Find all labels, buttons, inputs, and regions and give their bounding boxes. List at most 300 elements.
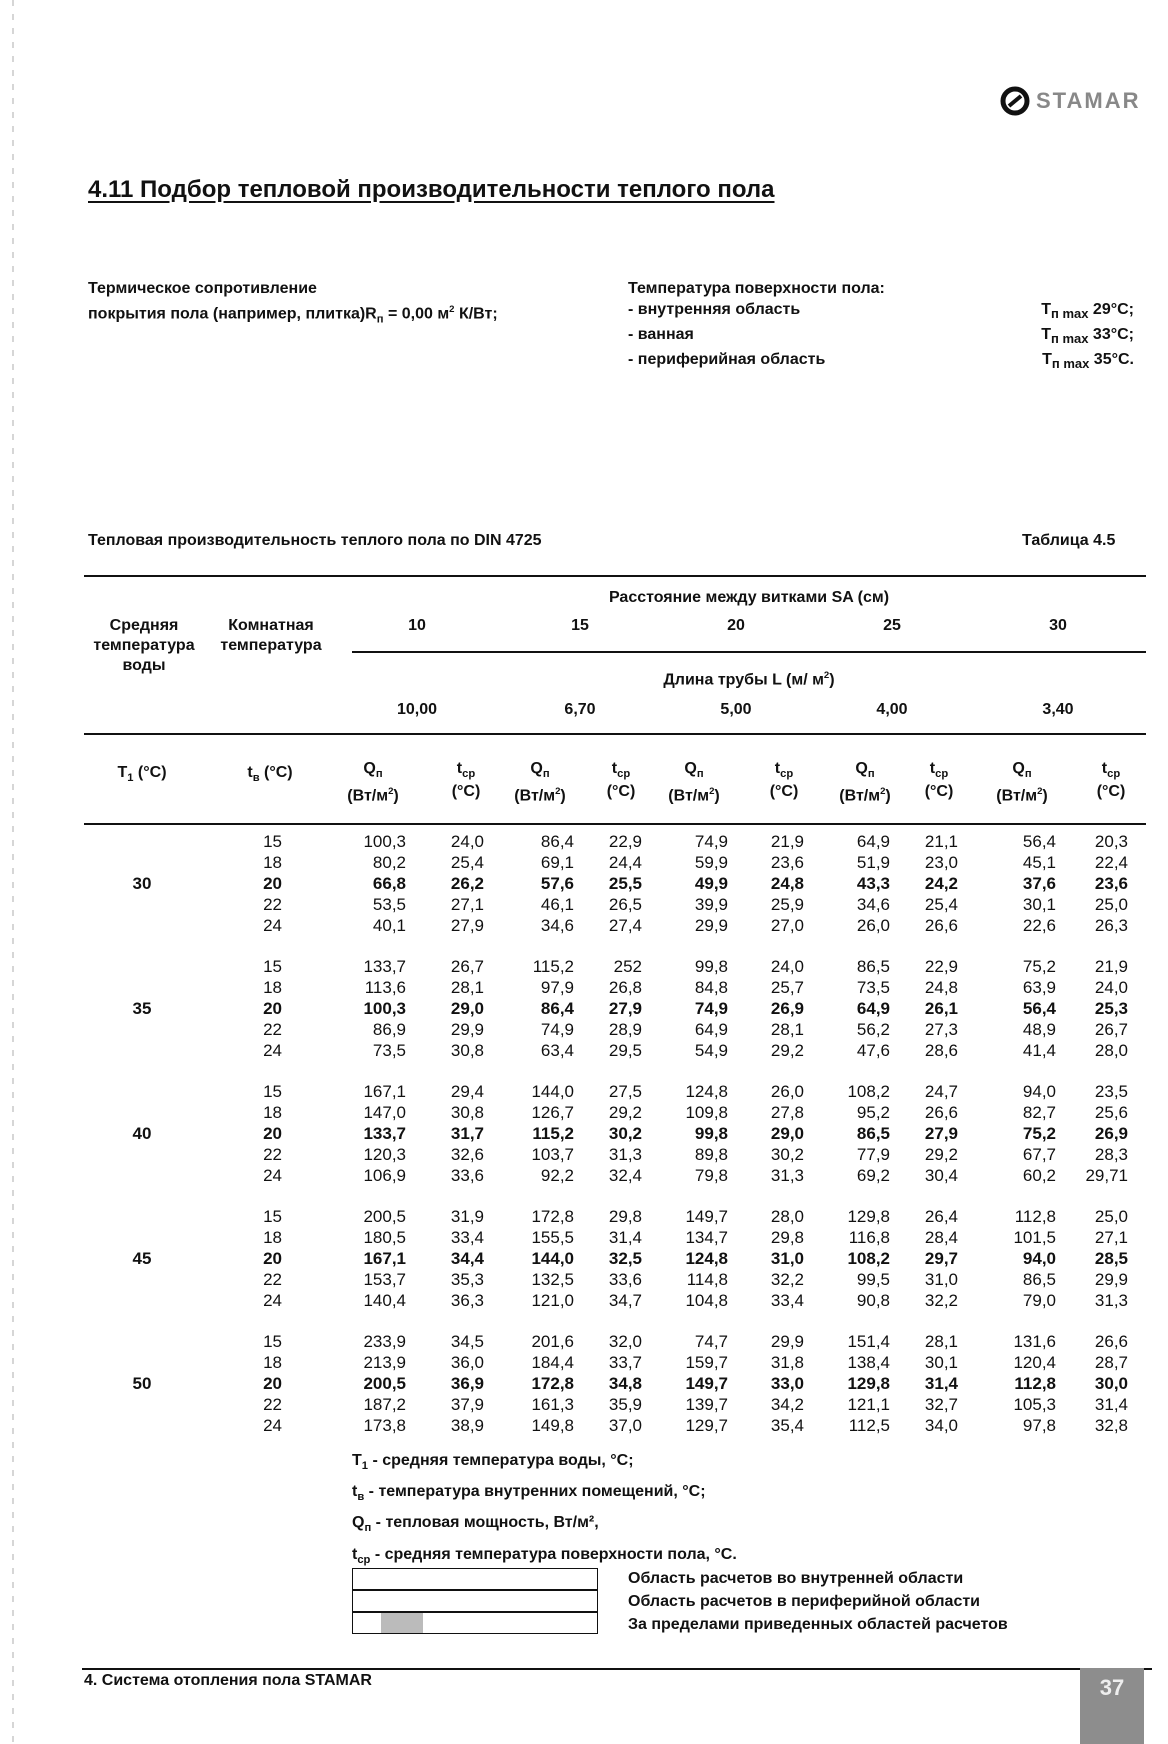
t-cell: 30,8 xyxy=(450,1103,484,1122)
t-cell: 26,3 xyxy=(1094,916,1128,935)
q-cell: 74,9 xyxy=(694,999,728,1018)
table-top-rule xyxy=(84,575,1146,577)
t-cell: 29,4 xyxy=(450,1082,484,1101)
t-cell: 27,9 xyxy=(608,999,642,1018)
t-cell: 27,8 xyxy=(770,1103,804,1122)
t-cell: 28,1 xyxy=(924,1332,958,1351)
legend-label-outside: За пределами приведенных областей расчетов xyxy=(628,1616,1008,1633)
q-sup: 2 xyxy=(555,786,561,798)
t-cell: 28,1 xyxy=(450,978,484,997)
q-header-symbol xyxy=(495,760,585,783)
t-cell: 26,6 xyxy=(1094,1332,1128,1351)
t-cell: 28,9 xyxy=(608,1020,642,1039)
t-cell: 31,4 xyxy=(1094,1395,1128,1414)
zone-label: - периферийная область xyxy=(628,351,826,369)
footer-rule xyxy=(82,1668,1152,1670)
q-cell: 45,1 xyxy=(1022,853,1056,872)
t-cell: 29,5 xyxy=(608,1041,642,1060)
col1-line-2: температура xyxy=(93,637,195,654)
table-row xyxy=(0,957,1168,978)
q-cell: 126,7 xyxy=(531,1103,574,1122)
t-cell: 24,0 xyxy=(770,957,804,976)
page-number: 37 xyxy=(1080,1668,1144,1744)
t1-column-header xyxy=(100,764,184,787)
q-sub: п xyxy=(867,768,875,781)
q-cell: 147,0 xyxy=(363,1103,406,1122)
zone-t-value: 35°С. xyxy=(1089,351,1134,369)
q-cell: 144,0 xyxy=(531,1082,574,1101)
room-temp-cell: 20 xyxy=(263,874,282,893)
col1-line-1: Средняя xyxy=(109,617,179,634)
t-cell: 31,9 xyxy=(450,1207,484,1226)
q-cell: 89,8 xyxy=(694,1145,728,1164)
t-cell: 27,1 xyxy=(1094,1228,1128,1247)
room-temp-cell: 24 xyxy=(263,916,282,935)
q-symbol: Q xyxy=(684,760,697,777)
t-cell: 36,0 xyxy=(450,1353,484,1372)
zone-temperature xyxy=(1041,299,1134,324)
q-header-4 xyxy=(977,760,1067,806)
t-cell: 32,2 xyxy=(770,1270,804,1289)
t-header-0 xyxy=(436,760,496,801)
table-row xyxy=(0,1103,1168,1124)
t-header-4 xyxy=(1081,760,1141,801)
t-cell: 27,3 xyxy=(924,1020,958,1039)
q-cell: 153,7 xyxy=(363,1270,406,1289)
t-cell: 35,9 xyxy=(608,1395,642,1414)
q-cell: 116,8 xyxy=(848,1228,890,1247)
room-temp-cell: 15 xyxy=(263,1332,282,1351)
t-cell: 29,9 xyxy=(1094,1270,1128,1289)
resistance-line-1: Термическое сопротивление xyxy=(88,280,317,297)
notes xyxy=(352,1448,737,1573)
q-unit: (Вт/м xyxy=(514,787,556,805)
q-cell: 59,9 xyxy=(694,853,728,872)
q-cell: 74,7 xyxy=(694,1332,728,1351)
q-cell: 56,2 xyxy=(856,1020,890,1039)
col-header-room-temp xyxy=(206,616,336,656)
t-cell: 37,9 xyxy=(450,1395,484,1414)
q-sup: 2 xyxy=(388,786,394,798)
zone-temperature xyxy=(1042,349,1134,374)
t-cell: 34,4 xyxy=(450,1249,484,1268)
t-cell: 27,4 xyxy=(608,916,642,935)
spacing-25: 25 xyxy=(883,617,901,634)
q-header-3 xyxy=(820,760,910,806)
q-cell: 121,0 xyxy=(531,1291,574,1310)
q-cell: 37,6 xyxy=(1022,874,1056,893)
q-cell: 73,5 xyxy=(856,978,890,997)
q-cell: 69,1 xyxy=(540,853,574,872)
q-symbol: Q xyxy=(530,760,543,777)
surface-temperature-info xyxy=(628,278,1134,375)
t-cell: 29,8 xyxy=(770,1228,804,1247)
q-cell: 167,1 xyxy=(363,1082,406,1101)
table-row xyxy=(0,1166,1168,1187)
q-end: ) xyxy=(393,787,399,805)
t-cell: 26,9 xyxy=(1094,1124,1128,1143)
q-sub: п xyxy=(1024,768,1032,781)
q-cell: 60,2 xyxy=(1022,1166,1056,1185)
q-cell: 40,1 xyxy=(372,916,406,935)
t-cell: 37,0 xyxy=(608,1416,642,1435)
t-cell: 26,0 xyxy=(770,1082,804,1101)
q-cell: 112,5 xyxy=(848,1416,890,1435)
table-row xyxy=(0,874,1168,895)
q-cell: 108,2 xyxy=(847,1249,890,1268)
q-sup: 2 xyxy=(880,786,886,798)
water-temp-35: 35 xyxy=(132,999,152,1018)
t-cell: 29,2 xyxy=(924,1145,958,1164)
t-cell: 29,0 xyxy=(450,999,484,1018)
q-header-symbol xyxy=(649,760,739,783)
t-sub: ср xyxy=(935,768,949,781)
t-cell: 28,5 xyxy=(1094,1249,1128,1268)
q-header-unit xyxy=(820,783,910,805)
t-cell: 26,5 xyxy=(608,895,642,914)
t-cell: 24,2 xyxy=(924,874,958,893)
q-header-2 xyxy=(649,760,739,806)
legend-label-peripheral: Область расчетов в периферийной области xyxy=(628,1593,981,1610)
t-cell: 28,0 xyxy=(1094,1041,1128,1060)
q-cell: 151,4 xyxy=(847,1332,890,1351)
table-row xyxy=(0,1041,1168,1062)
t-cell: 36,3 xyxy=(450,1291,484,1310)
q-cell: 69,2 xyxy=(856,1166,890,1185)
q-sup: 2 xyxy=(709,786,715,798)
legend-box-peripheral xyxy=(352,1590,598,1612)
q-cell: 101,5 xyxy=(1013,1228,1056,1247)
zone-t-sub: п max xyxy=(1051,356,1090,372)
q-cell: 41,4 xyxy=(1022,1041,1056,1060)
t-cell: 26,9 xyxy=(770,999,804,1018)
t-cell: 38,9 xyxy=(450,1416,484,1435)
room-temp-cell: 20 xyxy=(263,1124,282,1143)
room-temp-cell: 24 xyxy=(263,1041,282,1060)
q-cell: 39,9 xyxy=(694,895,728,914)
t-cell: 31,4 xyxy=(608,1228,642,1247)
q-header-unit xyxy=(495,783,585,805)
t-cell: 25,0 xyxy=(1094,1207,1128,1226)
q-symbol: Q xyxy=(363,760,376,777)
t-cell: 25,0 xyxy=(1094,895,1128,914)
q-cell: 144,0 xyxy=(531,1249,574,1268)
q-cell: 74,9 xyxy=(694,832,728,851)
t-cell: 21,9 xyxy=(770,832,804,851)
q-cell: 115,2 xyxy=(532,957,574,976)
t-symbol: t xyxy=(611,760,618,777)
q-cell: 77,9 xyxy=(856,1145,890,1164)
table-number: Таблица 4.5 xyxy=(1022,532,1116,549)
tb-sub: в xyxy=(252,772,260,785)
t-cell: 32,6 xyxy=(450,1145,484,1164)
note-sub: п xyxy=(364,1522,372,1535)
t-cell: 31,8 xyxy=(770,1353,804,1372)
t-cell: 23,6 xyxy=(1094,874,1128,893)
t-cell: 22,9 xyxy=(924,957,958,976)
q-cell: 180,5 xyxy=(363,1228,406,1247)
t-cell: 28,1 xyxy=(770,1020,804,1039)
q-cell: 48,9 xyxy=(1022,1020,1056,1039)
brand-logo xyxy=(1000,86,1140,116)
table-row xyxy=(0,1416,1168,1437)
q-header-1 xyxy=(495,760,585,806)
q-cell: 86,5 xyxy=(856,957,890,976)
table-row xyxy=(0,1228,1168,1249)
water-temp-40: 40 xyxy=(132,1124,152,1143)
q-header-unit xyxy=(328,783,418,805)
t-cell: 32,0 xyxy=(608,1332,642,1351)
q-cell: 66,8 xyxy=(372,874,406,893)
q-cell: 120,4 xyxy=(1013,1353,1056,1372)
t-cell: 22,4 xyxy=(1094,853,1128,872)
t-cell: 24,7 xyxy=(924,1082,958,1101)
q-cell: 132,5 xyxy=(531,1270,574,1289)
t-cell: 26,6 xyxy=(924,1103,958,1122)
t-cell: 26,7 xyxy=(1094,1020,1128,1039)
q-cell: 86,4 xyxy=(540,999,574,1018)
q-cell: 139,7 xyxy=(685,1395,728,1414)
t-cell: 24,4 xyxy=(608,853,642,872)
room-temp-cell: 20 xyxy=(263,1249,282,1268)
t-cell: 26,6 xyxy=(924,916,958,935)
t-cell: 27,9 xyxy=(450,916,484,935)
q-sub: п xyxy=(696,768,704,781)
zone-label: - внутренняя область xyxy=(628,301,801,318)
room-temp-cell: 15 xyxy=(263,1082,282,1101)
q-cell: 22,6 xyxy=(1022,916,1056,935)
note-text: - температура внутренних помещений, °С; xyxy=(364,1483,706,1501)
q-cell: 26,0 xyxy=(856,916,890,935)
q-sup: 2 xyxy=(1037,786,1043,798)
table-row xyxy=(0,999,1168,1020)
t-cell: 30,0 xyxy=(1094,1374,1128,1393)
t-cell: 31,7 xyxy=(450,1124,484,1143)
resistance-unit: К/Вт; xyxy=(454,305,498,323)
table-row xyxy=(0,1291,1168,1312)
q-cell: 57,6 xyxy=(540,874,574,893)
spacing-title: Расстояние между витками SA (см) xyxy=(608,589,890,606)
zone-t-symbol: Т xyxy=(1041,301,1051,318)
q-unit: (Вт/м xyxy=(668,787,710,805)
t-header-symbol xyxy=(909,760,969,783)
q-cell: 99,5 xyxy=(856,1270,890,1289)
t-cell: 25,4 xyxy=(924,895,958,914)
q-cell: 103,7 xyxy=(531,1145,574,1164)
t-cell: 33,0 xyxy=(770,1374,804,1393)
table-row xyxy=(0,1353,1168,1374)
q-cell: 104,8 xyxy=(685,1291,728,1310)
q-cell: 82,7 xyxy=(1022,1103,1056,1122)
logo-text: STAMAR xyxy=(1036,88,1141,113)
q-cell: 155,5 xyxy=(531,1228,574,1247)
t-cell: 35,3 xyxy=(450,1270,484,1289)
q-cell: 109,8 xyxy=(685,1103,728,1122)
t-cell: 23,5 xyxy=(1094,1082,1128,1101)
q-cell: 161,3 xyxy=(531,1395,574,1414)
room-temp-cell: 20 xyxy=(263,999,282,1018)
t-cell: 34,5 xyxy=(450,1332,484,1351)
resistance-value: = 0,00 м xyxy=(383,305,450,323)
q-cell: 64,9 xyxy=(856,832,890,851)
q-cell: 34,6 xyxy=(856,895,890,914)
t-cell: 26,7 xyxy=(450,957,484,976)
q-cell: 90,8 xyxy=(856,1291,890,1310)
q-symbol: Q xyxy=(1012,760,1025,777)
q-cell: 47,6 xyxy=(856,1041,890,1060)
q-cell: 100,3 xyxy=(363,999,406,1018)
t-cell: 25,7 xyxy=(770,978,804,997)
tb-label: t xyxy=(247,764,253,781)
t-cell: 36,9 xyxy=(450,1374,484,1393)
resistance-sub: п xyxy=(376,313,384,326)
q-end: ) xyxy=(714,787,720,805)
t-cell: 252 xyxy=(613,957,642,976)
spacing-15: 15 xyxy=(571,617,589,634)
note-text: - средняя температура поверхности пола, °С. xyxy=(370,1545,737,1563)
zone-label: - ванная xyxy=(628,326,694,344)
q-cell: 200,5 xyxy=(363,1374,406,1393)
t-cell: 29,2 xyxy=(608,1103,642,1122)
zone-t-value: 29°С; xyxy=(1088,301,1134,318)
q-header-symbol xyxy=(328,760,418,783)
t-header-2 xyxy=(754,760,814,801)
room-temp-cell: 22 xyxy=(263,1020,282,1039)
note-text: - тепловая мощность, Вт/м², xyxy=(371,1514,599,1532)
t-header-symbol xyxy=(754,760,814,783)
q-cell: 149,7 xyxy=(685,1207,728,1226)
q-cell: 129,8 xyxy=(847,1374,890,1393)
t-cell: 25,3 xyxy=(1094,999,1128,1018)
q-cell: 121,1 xyxy=(847,1395,890,1414)
t-cell: 23,6 xyxy=(770,853,804,872)
q-cell: 112,8 xyxy=(1014,1374,1056,1393)
q-unit: (Вт/м xyxy=(347,787,389,805)
t-header-symbol xyxy=(436,760,496,783)
t-cell: 31,0 xyxy=(924,1270,958,1289)
length-title-text: Длина трубы L (м/ м xyxy=(663,671,824,689)
t-cell: 33,4 xyxy=(770,1291,804,1310)
table-row xyxy=(0,1145,1168,1166)
length-1: 6,70 xyxy=(564,701,596,718)
t-cell: 28,0 xyxy=(770,1207,804,1226)
t-cell: 32,2 xyxy=(924,1291,958,1310)
t-sub: ср xyxy=(780,768,794,781)
t-cell: 21,9 xyxy=(1094,957,1128,976)
note-symbol: t xyxy=(352,1483,358,1501)
room-temp-cell: 20 xyxy=(263,1374,282,1393)
q-cell: 100,3 xyxy=(363,832,406,851)
q-cell: 172,8 xyxy=(531,1207,574,1226)
t-unit: (°C) xyxy=(606,783,636,801)
q-cell: 138,4 xyxy=(847,1353,890,1372)
room-temp-cell: 18 xyxy=(263,1353,282,1372)
t-cell: 25,5 xyxy=(608,874,642,893)
q-cell: 51,9 xyxy=(856,853,890,872)
q-cell: 131,6 xyxy=(1013,1332,1056,1351)
resistance-text: покрытия пола (например, плитка)R xyxy=(88,305,377,323)
q-cell: 95,2 xyxy=(856,1103,890,1122)
q-cell: 84,8 xyxy=(694,978,728,997)
t-header-1 xyxy=(591,760,651,801)
q-cell: 46,1 xyxy=(540,895,574,914)
zone-t-value: 33°С; xyxy=(1088,326,1134,344)
q-cell: 173,8 xyxy=(363,1416,406,1435)
room-temp-cell: 22 xyxy=(263,1395,282,1414)
col-header-water-temp xyxy=(84,616,204,676)
t1-sub: 1 xyxy=(127,772,134,785)
t-cell: 23,0 xyxy=(924,853,958,872)
q-cell: 129,7 xyxy=(685,1416,728,1435)
q-cell: 43,3 xyxy=(856,874,890,893)
t-sub: ср xyxy=(617,768,631,781)
table-row xyxy=(0,1082,1168,1103)
q-cell: 99,8 xyxy=(694,1124,728,1143)
table-row xyxy=(0,1332,1168,1353)
note-1 xyxy=(352,1479,737,1510)
q-cell: 184,4 xyxy=(531,1353,574,1372)
t-unit: (°C) xyxy=(924,783,954,801)
t-cell: 24,0 xyxy=(450,832,484,851)
zone-t-symbol: Т xyxy=(1042,351,1052,369)
q-cell: 94,0 xyxy=(1022,1082,1056,1101)
table-row xyxy=(0,853,1168,874)
q-end: ) xyxy=(560,787,566,805)
note-sub: 1 xyxy=(361,1460,369,1473)
t-cell: 26,8 xyxy=(608,978,642,997)
t-cell: 31,0 xyxy=(770,1249,804,1268)
t-cell: 29,9 xyxy=(770,1332,804,1351)
t-cell: 30,8 xyxy=(450,1041,484,1060)
t-cell: 34,8 xyxy=(608,1374,642,1393)
resistance-info xyxy=(88,278,498,331)
q-header-symbol xyxy=(820,760,910,783)
q-cell: 124,8 xyxy=(685,1249,728,1268)
q-end: ) xyxy=(885,787,891,805)
table-row xyxy=(0,1270,1168,1291)
q-cell: 34,6 xyxy=(540,916,574,935)
page-title: 4.11 Подбор тепловой производительности теплого пола xyxy=(88,176,775,203)
resistance-line-2 xyxy=(88,299,498,331)
t-cell: 29,7 xyxy=(924,1249,958,1268)
t-cell: 30,2 xyxy=(770,1145,804,1164)
resistance-sup: 2 xyxy=(449,304,455,315)
t-cell: 29,0 xyxy=(770,1124,804,1143)
q-sub: п xyxy=(542,768,550,781)
header-rule xyxy=(84,733,1146,735)
room-temp-cell: 18 xyxy=(263,1228,282,1247)
length-3: 4,00 xyxy=(876,701,908,718)
q-cell: 120,3 xyxy=(363,1145,406,1164)
surface-zone-1 xyxy=(628,324,1134,349)
t-cell: 28,3 xyxy=(1094,1145,1128,1164)
q-cell: 97,8 xyxy=(1022,1416,1056,1435)
t-cell: 30,4 xyxy=(924,1166,958,1185)
q-cell: 54,9 xyxy=(694,1041,728,1060)
t-cell: 26,2 xyxy=(450,874,484,893)
length-title-end: ) xyxy=(829,671,835,689)
room-temp-cell: 24 xyxy=(263,1291,282,1310)
room-temp-cell: 18 xyxy=(263,853,282,872)
table-caption: Тепловая производительность теплого пола по DIN 4725 xyxy=(88,532,542,549)
t-cell: 33,6 xyxy=(608,1270,642,1289)
room-temp-cell: 24 xyxy=(263,1166,282,1185)
t-cell: 34,0 xyxy=(924,1416,958,1435)
t-cell: 25,6 xyxy=(1094,1103,1128,1122)
t-cell: 32,8 xyxy=(1094,1416,1128,1435)
q-header-unit xyxy=(649,783,739,805)
note-2 xyxy=(352,1510,737,1541)
